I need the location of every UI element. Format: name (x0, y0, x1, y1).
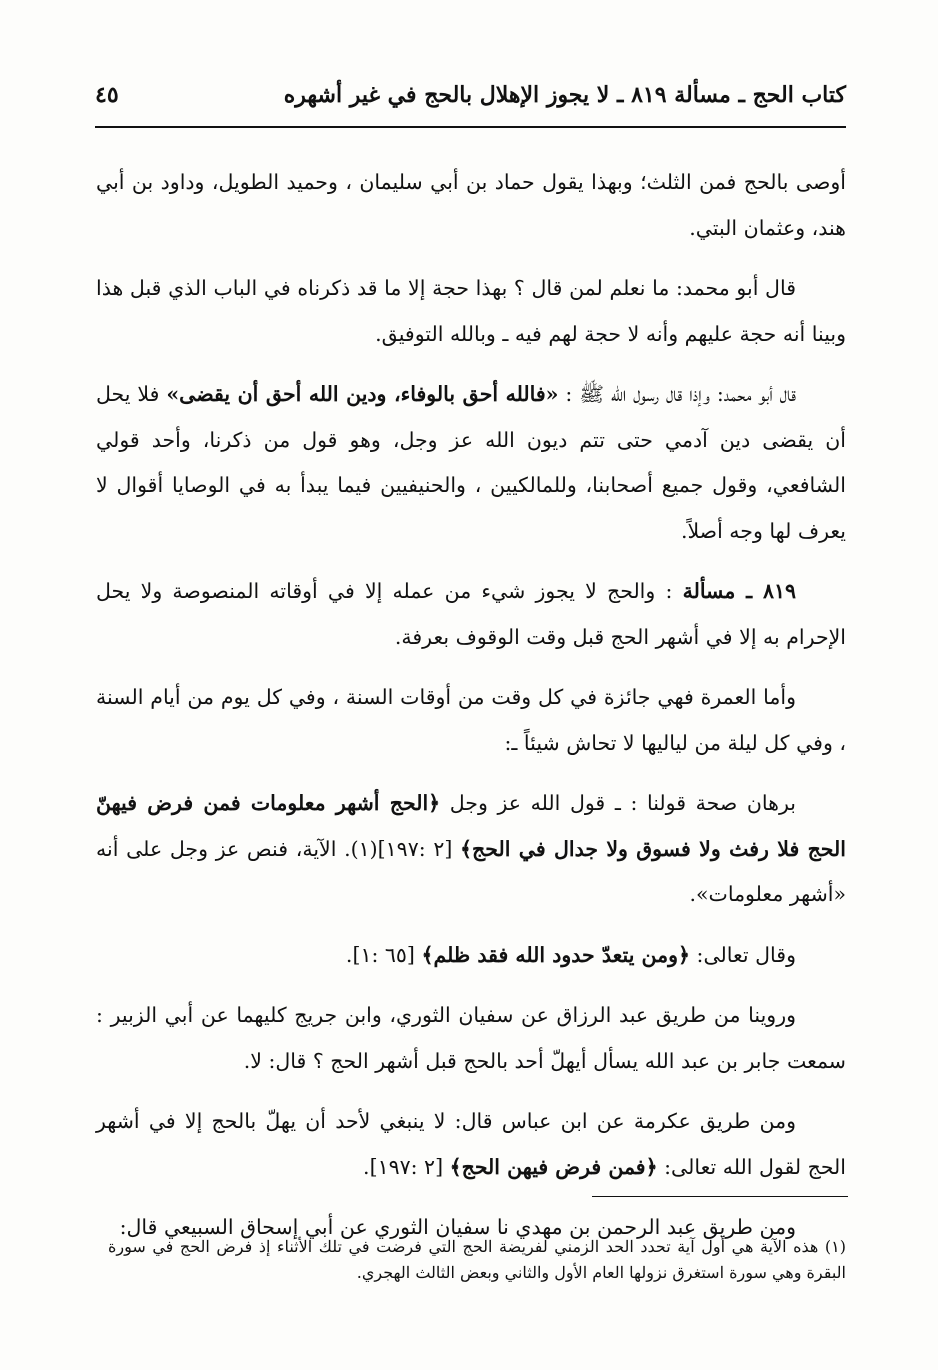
paragraph-text: فلا يحل أن يقضى دين آدمي حتى تتم ديون الله عز وجل، وهو قول من ذكرنا، وأحد قولي الشافعي، وقول جميع أصحابنا، وللمالكيين ، والحنيفيين فيما يبدأ به في الوصايا أقوال لا يعرف لها وجه أصلاً. (96, 382, 846, 543)
page-number: ٤٥ (95, 82, 119, 108)
header-rule (95, 126, 846, 128)
paragraph-text: [٢ :١٩٧](١). الآية، فنص عز وجل على أنه «أشهر معلومات». (96, 836, 846, 906)
paragraph-2 (96, 266, 846, 357)
paragraph-text: : والحج لا يجوز شيء من عمله إلا في أوقاته المنصوصة ولا يحل الإحرام به إلا في أشهر الحج قبل وقت الوقوف بعرفة. (96, 579, 846, 649)
paragraph-8 (96, 993, 846, 1084)
paragraph-text: قال أبو محمد: ما نعلم لمن قال ؟ بهذا حجة إلا ما قد ذكرناه في الباب الذي قبل هذا وبينا أنه حجة عليهم وأنه لا حجة لهم فيه ـ وبالله التوفيق. (96, 276, 846, 346)
paragraph-4 (96, 569, 846, 660)
paragraph-text: أوصى بالحج فمن الثلث؛ وبهذا يقول حماد بن أبي سليمان ، وحميد الطويل، وداود بن أبي هند، وعثمان البتي. (96, 170, 846, 240)
quran-quote: ﴿ومن يتعدّ حدود الله فقد ظلم﴾ (421, 942, 691, 967)
paragraph-text: ومن طريق عبد الرحمن بن مهدي نا سفيان الثوري عن أبي إسحاق السبيعي قال: (119, 1215, 796, 1239)
quran-quote: ﴿فمن فرض فيهن الحج﴾ (449, 1154, 658, 1179)
paragraph-text: [٢ :١٩٧]. (363, 1154, 450, 1179)
hadith-quote: «فالله أحق بالوفاء، ودين الله أحق أن يقضى» (166, 382, 559, 406)
paragraph-text: قال أبو محمد: وإذا قال رسول الله ﷺ : (558, 382, 797, 406)
running-head (95, 80, 846, 120)
footnote-rule (592, 1196, 848, 1197)
paragraph-1 (96, 160, 846, 251)
paragraph-5 (96, 675, 846, 766)
quran-quote: ﴿الحج أشهر معلومات فمن فرض فيهنّ الحج فلا رفث ولا فسوق ولا جدال في الحج﴾ (96, 791, 846, 861)
paragraph-text: وروينا من طريق عبد الرزاق عن سفيان الثوري، وابن جريج كليهما عن أبي الزبير : سمعت جابر بن عبد الله يسأل أيهلّ أحد بالحج قبل أشهر الحج ؟ قال: لا. (96, 1003, 846, 1073)
paragraph-9 (96, 1099, 846, 1190)
paragraph-text: برهان صحة قولنا : ـ قول الله عز وجل (440, 791, 796, 815)
paragraph-3 (96, 372, 846, 554)
paragraph-text: [٦٥ :١]. (345, 942, 422, 967)
paragraph-6 (96, 781, 846, 918)
paragraph-7 (96, 933, 846, 979)
running-title: كتاب الحج ـ مسألة ٨١٩ ـ لا يجوز الإهلال بالحج في غير أشهره (283, 82, 846, 108)
paragraph-text: وأما العمرة فهي جائزة في كل وقت من أوقات السنة ، وفي كل يوم من أيام السنة ، وفي كل ليلة من لياليها لا تحاش شيئاً ـ: (96, 685, 846, 755)
body-text (96, 160, 846, 1266)
paragraph-text: وقال تعالى: (690, 942, 796, 967)
footnote: (١) هذه الآية هي أول آية تحدد الحد الزمني لفريضة الحج التي فرضت في تلك الأثناء إذ فرض الحج في سورة البقرة وهي سورة استغرق نزولها العام الأول والثاني وبعض الثالث الهجري. (108, 1237, 846, 1282)
paragraph-text: ومن طريق عكرمة عن ابن عباس قال: لا ينبغي لأحد أن يهلّ بالحج إلا في أشهر الحج لقول الله تعالى: (96, 1109, 846, 1179)
issue-heading: ٨١٩ ـ مسألة (682, 579, 797, 603)
